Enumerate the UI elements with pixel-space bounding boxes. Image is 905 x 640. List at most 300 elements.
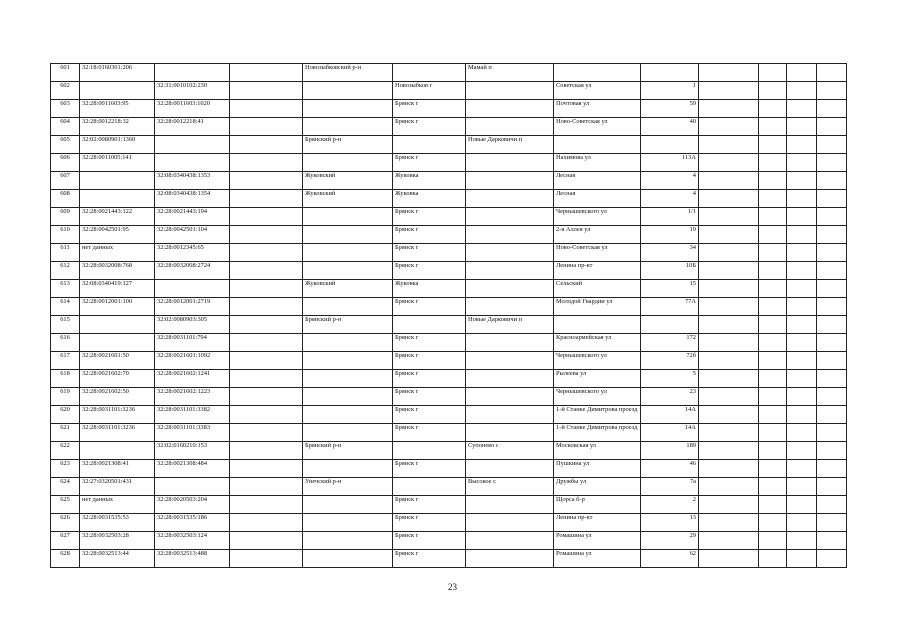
cell-empty bbox=[817, 406, 847, 424]
cell-cadastral-number-2: 32:28:0032513:488 bbox=[155, 550, 230, 568]
cell-empty bbox=[699, 136, 759, 154]
cell-street: Почтовая ул bbox=[554, 100, 641, 118]
cell-cadastral-number bbox=[80, 190, 155, 208]
cell-empty bbox=[817, 208, 847, 226]
cell-cadastral-number-2: 32:28:0011603:1020 bbox=[155, 100, 230, 118]
cell-empty bbox=[759, 334, 787, 352]
table-row bbox=[51, 262, 847, 280]
cell-district: Брянский р-н bbox=[303, 442, 393, 460]
cell-empty bbox=[817, 478, 847, 496]
cell-empty bbox=[787, 262, 817, 280]
cell-empty bbox=[699, 280, 759, 298]
cell-street: Ново-Советская ул bbox=[554, 118, 641, 136]
cell-empty bbox=[230, 424, 303, 442]
cell-cadastral-number-2: 32:02:0080903:305 bbox=[155, 316, 230, 334]
cell-empty bbox=[230, 172, 303, 190]
cell-street: Сельский bbox=[554, 280, 641, 298]
cell-district bbox=[303, 82, 393, 100]
cell-empty bbox=[230, 244, 303, 262]
cell-empty bbox=[230, 190, 303, 208]
cell-settlement bbox=[466, 550, 554, 568]
cell-empty bbox=[787, 280, 817, 298]
cell-empty bbox=[699, 370, 759, 388]
table-row bbox=[51, 406, 847, 424]
cell-settlement bbox=[466, 514, 554, 532]
cell-house: 113А bbox=[641, 154, 699, 172]
cell-empty bbox=[787, 226, 817, 244]
cell-city: Жуковка bbox=[393, 280, 466, 298]
cell-empty bbox=[787, 118, 817, 136]
cell-city: Брянск г bbox=[393, 424, 466, 442]
cell-empty bbox=[787, 496, 817, 514]
cell-row-number: 602 bbox=[51, 82, 80, 100]
cell-empty bbox=[787, 100, 817, 118]
cell-city: Брянск г bbox=[393, 352, 466, 370]
cell-row-number: 606 bbox=[51, 154, 80, 172]
cell-empty bbox=[787, 64, 817, 82]
cell-cadastral-number-2: 32:08:0340438:1353 bbox=[155, 172, 230, 190]
cell-house: 40 bbox=[641, 118, 699, 136]
cell-row-number: 603 bbox=[51, 100, 80, 118]
cell-empty bbox=[817, 532, 847, 550]
cell-empty bbox=[817, 244, 847, 262]
cell-empty bbox=[817, 64, 847, 82]
cell-empty bbox=[759, 64, 787, 82]
register-table bbox=[50, 63, 847, 568]
cell-district bbox=[303, 424, 393, 442]
cell-district bbox=[303, 334, 393, 352]
cell-empty bbox=[759, 496, 787, 514]
cell-cadastral-number: 32:28:0012001:100 bbox=[80, 298, 155, 316]
table-row bbox=[51, 532, 847, 550]
cell-street: Ромашина ул bbox=[554, 550, 641, 568]
cell-city: Брянск г bbox=[393, 406, 466, 424]
table-row bbox=[51, 298, 847, 316]
cell-cadastral-number: 32:28:0031535:53 bbox=[80, 514, 155, 532]
cell-row-number: 607 bbox=[51, 172, 80, 190]
cell-empty bbox=[787, 298, 817, 316]
cell-empty bbox=[230, 514, 303, 532]
cell-row-number: 605 bbox=[51, 136, 80, 154]
cell-empty bbox=[817, 460, 847, 478]
cell-district bbox=[303, 514, 393, 532]
cell-city: Брянск г bbox=[393, 244, 466, 262]
cell-empty bbox=[230, 460, 303, 478]
cell-empty bbox=[230, 298, 303, 316]
cell-city: Брянск г bbox=[393, 298, 466, 316]
cell-empty bbox=[699, 352, 759, 370]
cell-cadastral-number-2: 32:28:0031101:3382 bbox=[155, 406, 230, 424]
cell-cadastral-number bbox=[80, 442, 155, 460]
cell-settlement: Мамай п bbox=[466, 64, 554, 82]
cell-city: Брянск г bbox=[393, 226, 466, 244]
cell-street: 1-й Станке Димитрова проезд bbox=[554, 406, 641, 424]
cell-settlement bbox=[466, 532, 554, 550]
cell-settlement bbox=[466, 388, 554, 406]
cell-empty bbox=[759, 226, 787, 244]
cell-empty bbox=[817, 154, 847, 172]
cell-street: Щорса б-р bbox=[554, 496, 641, 514]
cell-city: Брянск г bbox=[393, 118, 466, 136]
table-body bbox=[51, 64, 847, 568]
cell-city: Брянск г bbox=[393, 388, 466, 406]
cell-empty bbox=[699, 496, 759, 514]
cell-cadastral-number: 32:28:0011603:95 bbox=[80, 100, 155, 118]
cell-house: 59 bbox=[641, 100, 699, 118]
cell-empty bbox=[699, 262, 759, 280]
cell-empty bbox=[759, 460, 787, 478]
cell-cadastral-number: нет данных bbox=[80, 496, 155, 514]
cell-district: Жуковский bbox=[303, 280, 393, 298]
cell-empty bbox=[759, 478, 787, 496]
cell-district bbox=[303, 262, 393, 280]
cell-district bbox=[303, 226, 393, 244]
cell-house bbox=[641, 136, 699, 154]
table-row bbox=[51, 496, 847, 514]
cell-empty bbox=[787, 208, 817, 226]
cell-cadastral-number: 32:28:0021602:70 bbox=[80, 370, 155, 388]
cell-district bbox=[303, 100, 393, 118]
cell-settlement bbox=[466, 154, 554, 172]
cell-empty bbox=[817, 370, 847, 388]
cell-cadastral-number-2: 32:08:0340438:1354 bbox=[155, 190, 230, 208]
cell-cadastral-number: 32:28:0012218:32 bbox=[80, 118, 155, 136]
table-row bbox=[51, 82, 847, 100]
cell-empty bbox=[759, 100, 787, 118]
cell-empty bbox=[230, 550, 303, 568]
table-row bbox=[51, 460, 847, 478]
cell-cadastral-number: 32:08:0340419:127 bbox=[80, 280, 155, 298]
cell-empty bbox=[230, 370, 303, 388]
cell-settlement: Новые Дарковичи п bbox=[466, 316, 554, 334]
cell-street: 1-й Станке Димитрова проезд bbox=[554, 424, 641, 442]
cell-city bbox=[393, 316, 466, 334]
cell-house: 189 bbox=[641, 442, 699, 460]
cell-district bbox=[303, 154, 393, 172]
table-row bbox=[51, 190, 847, 208]
cell-cadastral-number-2 bbox=[155, 136, 230, 154]
cell-empty bbox=[230, 136, 303, 154]
cell-house: 14А bbox=[641, 406, 699, 424]
cell-empty bbox=[759, 172, 787, 190]
cell-cadastral-number-2: 32:28:0031101:3383 bbox=[155, 424, 230, 442]
cell-empty bbox=[787, 388, 817, 406]
cell-empty bbox=[230, 226, 303, 244]
table-row bbox=[51, 442, 847, 460]
cell-empty bbox=[759, 370, 787, 388]
cell-city bbox=[393, 136, 466, 154]
cell-empty bbox=[699, 406, 759, 424]
cell-empty bbox=[759, 190, 787, 208]
cell-row-number: 621 bbox=[51, 424, 80, 442]
table-row bbox=[51, 208, 847, 226]
cell-empty bbox=[230, 64, 303, 82]
cell-settlement bbox=[466, 496, 554, 514]
table-row bbox=[51, 316, 847, 334]
cell-empty bbox=[817, 82, 847, 100]
table-row bbox=[51, 280, 847, 298]
cell-city bbox=[393, 442, 466, 460]
cell-city: Брянск г bbox=[393, 334, 466, 352]
cell-city: Брянск г bbox=[393, 100, 466, 118]
cell-cadastral-number-2: 32:31:0010102:230 bbox=[155, 82, 230, 100]
cell-empty bbox=[699, 244, 759, 262]
cell-empty bbox=[699, 424, 759, 442]
cell-street: Чернышевского ул bbox=[554, 388, 641, 406]
cell-city: Брянск г bbox=[393, 460, 466, 478]
cell-district bbox=[303, 370, 393, 388]
cell-row-number: 604 bbox=[51, 118, 80, 136]
cell-empty bbox=[787, 82, 817, 100]
cell-city bbox=[393, 478, 466, 496]
cell-empty bbox=[699, 388, 759, 406]
cell-cadastral-number: 32:28:0032513:44 bbox=[80, 550, 155, 568]
cell-city: Брянск г bbox=[393, 154, 466, 172]
cell-house: 1 bbox=[641, 82, 699, 100]
cell-cadastral-number: 32:28:0032008:768 bbox=[80, 262, 155, 280]
cell-empty bbox=[699, 442, 759, 460]
cell-row-number: 612 bbox=[51, 262, 80, 280]
cell-cadastral-number-2: 32:28:0042501:104 bbox=[155, 226, 230, 244]
cell-district bbox=[303, 406, 393, 424]
cell-empty bbox=[230, 442, 303, 460]
cell-house: 15 bbox=[641, 280, 699, 298]
cell-empty bbox=[699, 190, 759, 208]
cell-settlement bbox=[466, 334, 554, 352]
cell-district bbox=[303, 118, 393, 136]
cell-empty bbox=[699, 514, 759, 532]
cell-cadastral-number: 32:28:0011005:141 bbox=[80, 154, 155, 172]
cell-empty bbox=[787, 172, 817, 190]
cell-city: Брянск г bbox=[393, 208, 466, 226]
cell-house: 4 bbox=[641, 172, 699, 190]
table-row bbox=[51, 388, 847, 406]
cell-street: Красноармейская ул bbox=[554, 334, 641, 352]
cell-district bbox=[303, 460, 393, 478]
cell-empty bbox=[759, 280, 787, 298]
cell-empty bbox=[230, 352, 303, 370]
cell-house: 23 bbox=[641, 388, 699, 406]
cell-empty bbox=[787, 406, 817, 424]
cell-street: Ромашина ул bbox=[554, 532, 641, 550]
cell-settlement bbox=[466, 370, 554, 388]
cell-row-number: 608 bbox=[51, 190, 80, 208]
table-row bbox=[51, 514, 847, 532]
cell-cadastral-number-2: 32:28:0031101:794 bbox=[155, 334, 230, 352]
cell-empty bbox=[699, 64, 759, 82]
cell-cadastral-number-2: 32:28:0012001:2719 bbox=[155, 298, 230, 316]
cell-settlement bbox=[466, 406, 554, 424]
cell-cadastral-number: 32:02:0080901:1360 bbox=[80, 136, 155, 154]
cell-house: 7а bbox=[641, 478, 699, 496]
cell-street: Советская ул bbox=[554, 82, 641, 100]
cell-district: Жуковский bbox=[303, 172, 393, 190]
cell-row-number: 623 bbox=[51, 460, 80, 478]
cell-empty bbox=[699, 478, 759, 496]
cell-row-number: 614 bbox=[51, 298, 80, 316]
cell-empty bbox=[787, 478, 817, 496]
cell-street: Чернышевского ул bbox=[554, 208, 641, 226]
cell-street: Нахимова ул bbox=[554, 154, 641, 172]
cell-empty bbox=[230, 208, 303, 226]
cell-house: 14А bbox=[641, 424, 699, 442]
cell-empty bbox=[817, 136, 847, 154]
cell-house: 5 bbox=[641, 370, 699, 388]
cell-house: 19 bbox=[641, 226, 699, 244]
cell-settlement bbox=[466, 226, 554, 244]
cell-street: Ленина пр-кт bbox=[554, 262, 641, 280]
cell-empty bbox=[759, 298, 787, 316]
cell-empty bbox=[759, 262, 787, 280]
cell-house: 10Б bbox=[641, 262, 699, 280]
cell-row-number: 624 bbox=[51, 478, 80, 496]
cell-empty bbox=[817, 298, 847, 316]
cell-empty bbox=[699, 532, 759, 550]
cell-district: Новозыбковский р-н bbox=[303, 64, 393, 82]
cell-row-number: 617 bbox=[51, 352, 80, 370]
cell-empty bbox=[817, 280, 847, 298]
cell-cadastral-number-2: 32:28:0012345:65 bbox=[155, 244, 230, 262]
cell-empty bbox=[787, 442, 817, 460]
cell-empty bbox=[230, 532, 303, 550]
cell-house: 46 bbox=[641, 460, 699, 478]
table-row bbox=[51, 118, 847, 136]
cell-empty bbox=[699, 82, 759, 100]
cell-street bbox=[554, 136, 641, 154]
cell-empty bbox=[230, 316, 303, 334]
cell-empty bbox=[759, 514, 787, 532]
cell-cadastral-number-2: 32:28:0021308:484 bbox=[155, 460, 230, 478]
table-row bbox=[51, 154, 847, 172]
cell-empty bbox=[699, 100, 759, 118]
cell-cadastral-number-2: 32:28:0032008:2724 bbox=[155, 262, 230, 280]
cell-cadastral-number bbox=[80, 316, 155, 334]
cell-district: Брянский р-н bbox=[303, 316, 393, 334]
cell-street: 2-я Аллея ул bbox=[554, 226, 641, 244]
cell-district bbox=[303, 532, 393, 550]
cell-cadastral-number-2 bbox=[155, 478, 230, 496]
cell-empty bbox=[699, 172, 759, 190]
cell-house: 1/1 bbox=[641, 208, 699, 226]
cell-house: 2 bbox=[641, 496, 699, 514]
cell-empty bbox=[230, 496, 303, 514]
cell-street: Московская ул bbox=[554, 442, 641, 460]
cell-cadastral-number-2: 32:02:0160210:153 bbox=[155, 442, 230, 460]
cell-cadastral-number-2: 32:28:0021443:194 bbox=[155, 208, 230, 226]
cell-empty bbox=[699, 154, 759, 172]
cell-empty bbox=[759, 118, 787, 136]
cell-empty bbox=[230, 406, 303, 424]
cell-empty bbox=[787, 352, 817, 370]
cell-empty bbox=[759, 82, 787, 100]
cell-empty bbox=[230, 262, 303, 280]
cell-house: 62 bbox=[641, 550, 699, 568]
cell-empty bbox=[817, 262, 847, 280]
cell-street: Лесная bbox=[554, 172, 641, 190]
cell-cadastral-number bbox=[80, 334, 155, 352]
cell-city: Брянск г bbox=[393, 496, 466, 514]
table-row bbox=[51, 226, 847, 244]
cell-empty bbox=[230, 334, 303, 352]
cell-empty bbox=[787, 514, 817, 532]
cell-empty bbox=[699, 334, 759, 352]
cell-empty bbox=[817, 226, 847, 244]
cell-empty bbox=[230, 82, 303, 100]
cell-settlement: Высокое с bbox=[466, 478, 554, 496]
table-row bbox=[51, 550, 847, 568]
cell-street: Пушкина ул bbox=[554, 460, 641, 478]
cell-row-number: 619 bbox=[51, 388, 80, 406]
cell-row-number: 625 bbox=[51, 496, 80, 514]
cell-settlement bbox=[466, 100, 554, 118]
cell-empty bbox=[699, 316, 759, 334]
cell-empty bbox=[759, 316, 787, 334]
cell-cadastral-number bbox=[80, 172, 155, 190]
cell-street: Ново-Советская ул bbox=[554, 244, 641, 262]
cell-empty bbox=[787, 532, 817, 550]
table-row bbox=[51, 64, 847, 82]
cell-cadastral-number-2 bbox=[155, 154, 230, 172]
cell-row-number: 627 bbox=[51, 532, 80, 550]
cell-empty bbox=[787, 334, 817, 352]
cell-cadastral-number: нет данных bbox=[80, 244, 155, 262]
cell-cadastral-number: 32:18:0160301:206 bbox=[80, 64, 155, 82]
cell-settlement bbox=[466, 190, 554, 208]
cell-settlement bbox=[466, 460, 554, 478]
cell-cadastral-number-2: 32:28:0021602:1241 bbox=[155, 370, 230, 388]
cell-row-number: 609 bbox=[51, 208, 80, 226]
cell-empty bbox=[699, 226, 759, 244]
cell-house: 29 bbox=[641, 532, 699, 550]
cell-street: Молодой Гвардии ул bbox=[554, 298, 641, 316]
cell-city: Брянск г bbox=[393, 262, 466, 280]
cell-settlement: Новые Дарковичи п bbox=[466, 136, 554, 154]
cell-city: Новозыбков г bbox=[393, 82, 466, 100]
cell-cadastral-number-2 bbox=[155, 280, 230, 298]
cell-empty bbox=[759, 352, 787, 370]
cell-empty bbox=[817, 514, 847, 532]
cell-cadastral-number: 32:28:0042501:95 bbox=[80, 226, 155, 244]
cell-street: Дружбы ул bbox=[554, 478, 641, 496]
cell-district bbox=[303, 496, 393, 514]
cell-empty bbox=[787, 154, 817, 172]
cell-empty bbox=[230, 100, 303, 118]
table-row bbox=[51, 370, 847, 388]
cell-empty bbox=[230, 280, 303, 298]
cell-cadastral-number: 32:28:0031101:3236 bbox=[80, 406, 155, 424]
cell-city bbox=[393, 64, 466, 82]
cell-empty bbox=[787, 190, 817, 208]
cell-cadastral-number: 32:28:0031101:3236 bbox=[80, 424, 155, 442]
cell-empty bbox=[817, 172, 847, 190]
cell-district bbox=[303, 298, 393, 316]
cell-street bbox=[554, 316, 641, 334]
cell-street: Лесная bbox=[554, 190, 641, 208]
cell-row-number: 613 bbox=[51, 280, 80, 298]
cell-house: 13 bbox=[641, 514, 699, 532]
cell-empty bbox=[817, 550, 847, 568]
cell-empty bbox=[817, 388, 847, 406]
table-row bbox=[51, 136, 847, 154]
cell-cadastral-number-2: 32:28:0021601:1092 bbox=[155, 352, 230, 370]
cell-cadastral-number-2: 32:28:0032503:124 bbox=[155, 532, 230, 550]
table-row bbox=[51, 424, 847, 442]
cell-district: Брянский р-н bbox=[303, 136, 393, 154]
cell-settlement bbox=[466, 172, 554, 190]
cell-empty bbox=[759, 550, 787, 568]
cell-street: Рылеева ул bbox=[554, 370, 641, 388]
cell-settlement bbox=[466, 424, 554, 442]
